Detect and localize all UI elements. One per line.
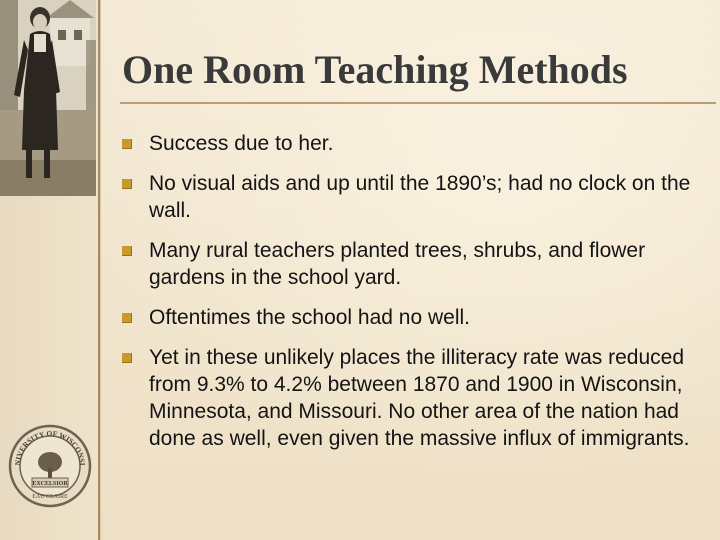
square-bullet-icon bbox=[122, 353, 132, 363]
slide-title: One Room Teaching Methods bbox=[122, 47, 628, 92]
seal-banner-text: EXCELSIOR bbox=[32, 481, 68, 487]
bullet-item bbox=[120, 237, 710, 291]
seal-bottom-text: EAU CLAIRE bbox=[32, 494, 68, 500]
bullet-item bbox=[120, 170, 710, 224]
seal-outer-text: NIVERSITY OF WISCONSI bbox=[12, 428, 88, 466]
bullet-item bbox=[120, 344, 710, 452]
bullet-text: Oftentimes the school had no well. bbox=[149, 306, 471, 329]
bullet-text: No visual aids and up until the 1890’s; had no clock on the wall. bbox=[149, 172, 691, 222]
bullet-text: Success due to her. bbox=[149, 132, 334, 155]
bullet-list bbox=[120, 130, 710, 465]
square-bullet-icon bbox=[122, 313, 132, 323]
strip-divider bbox=[100, 0, 101, 540]
square-bullet-icon bbox=[122, 246, 132, 256]
bullet-item bbox=[120, 130, 710, 157]
square-bullet-icon bbox=[122, 139, 132, 149]
square-bullet-icon bbox=[122, 179, 132, 189]
university-seal-logo bbox=[8, 424, 92, 508]
bullet-item bbox=[120, 304, 710, 331]
historical-teacher-photo bbox=[0, 0, 96, 196]
bullet-text: Yet in these unlikely places the illiteracy rate was reduced from 9.3% to 4.2% between 1870 and 1900 in Wisconsin, Minnesota, and Missouri. No other area of the nation had done as well, even given the massive influx of immigrants. bbox=[149, 346, 690, 450]
title-underline bbox=[120, 102, 716, 104]
bullet-text: Many rural teachers planted trees, shrubs, and flower gardens in the school yard. bbox=[149, 239, 646, 289]
